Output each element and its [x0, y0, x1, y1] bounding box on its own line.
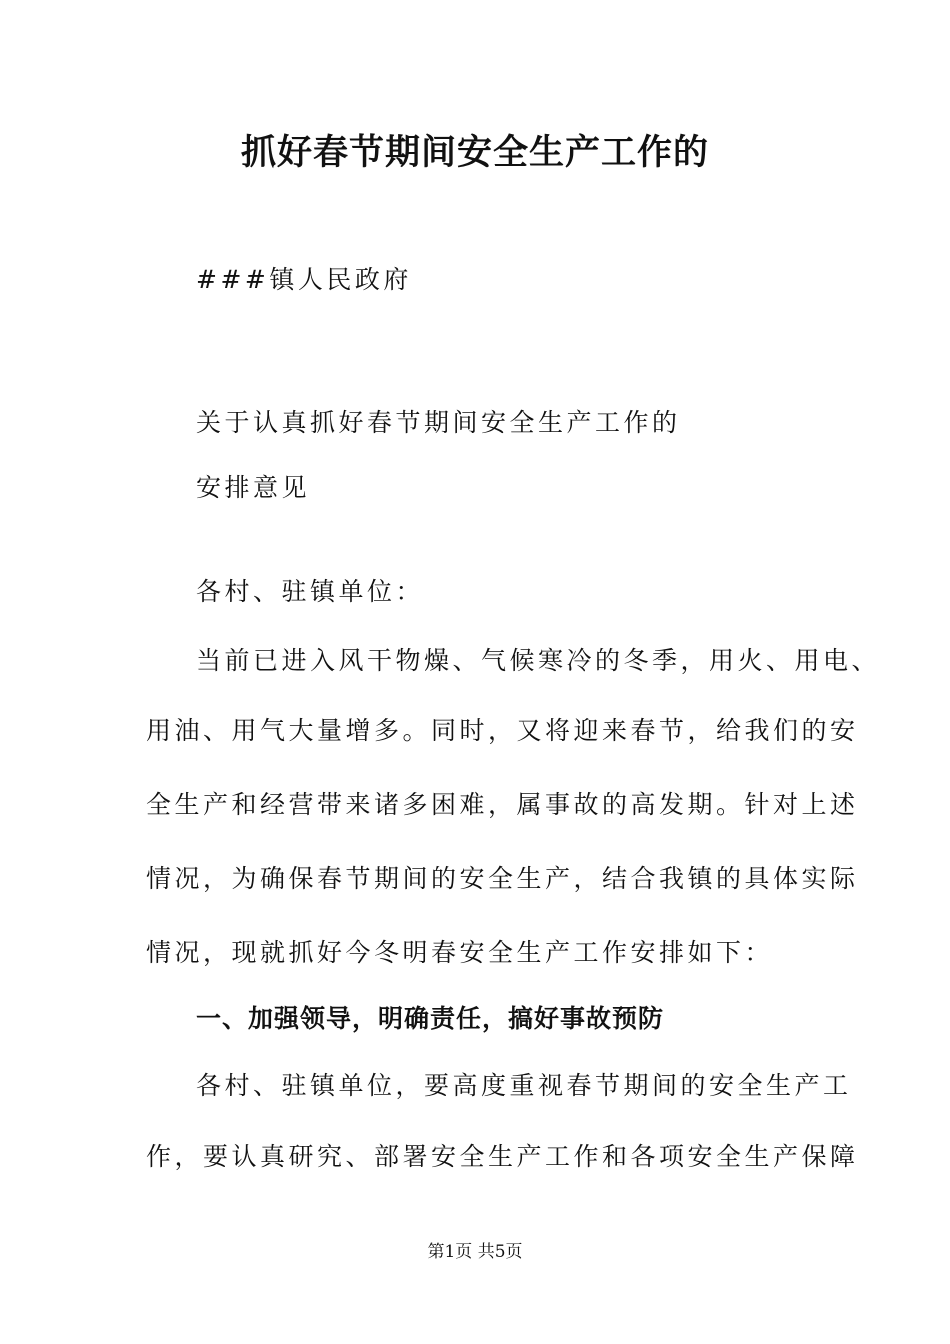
paragraph-line: 用油、用气大量增多。同时，又将迎来春节，给我们的安 [146, 716, 859, 745]
document-title: 抓好春节期间安全生产工作的 [240, 133, 709, 173]
paragraph-line: 各村、驻镇单位，要高度重视春节期间的安全生产工 [196, 1071, 852, 1100]
subject-line-1: 关于认真抓好春节期间安全生产工作的 [196, 408, 681, 437]
page-number-footer: 第1页 共5页 [427, 1242, 523, 1262]
issuer-line: ###镇人民政府 [196, 265, 412, 294]
salutation: 各村、驻镇单位： [196, 577, 425, 606]
paragraph-line: 情况，现就抓好今冬明春安全生产工作安排如下： [146, 938, 774, 967]
section-heading: 一、加强领导，明确责任，搞好事故预防 [196, 1004, 665, 1033]
subject-line-2: 安排意见 [196, 473, 311, 502]
paragraph-line: 当前已进入风干物燥、气候寒冷的冬季，用火、用电、 [196, 646, 881, 675]
paragraph-line: 情况，为确保春节期间的安全生产，结合我镇的具体实际 [146, 864, 859, 893]
paragraph-line: 作，要认真研究、部署安全生产工作和各项安全生产保障 [146, 1142, 859, 1171]
paragraph-line: 全生产和经营带来诸多困难，属事故的高发期。针对上述 [146, 790, 859, 819]
